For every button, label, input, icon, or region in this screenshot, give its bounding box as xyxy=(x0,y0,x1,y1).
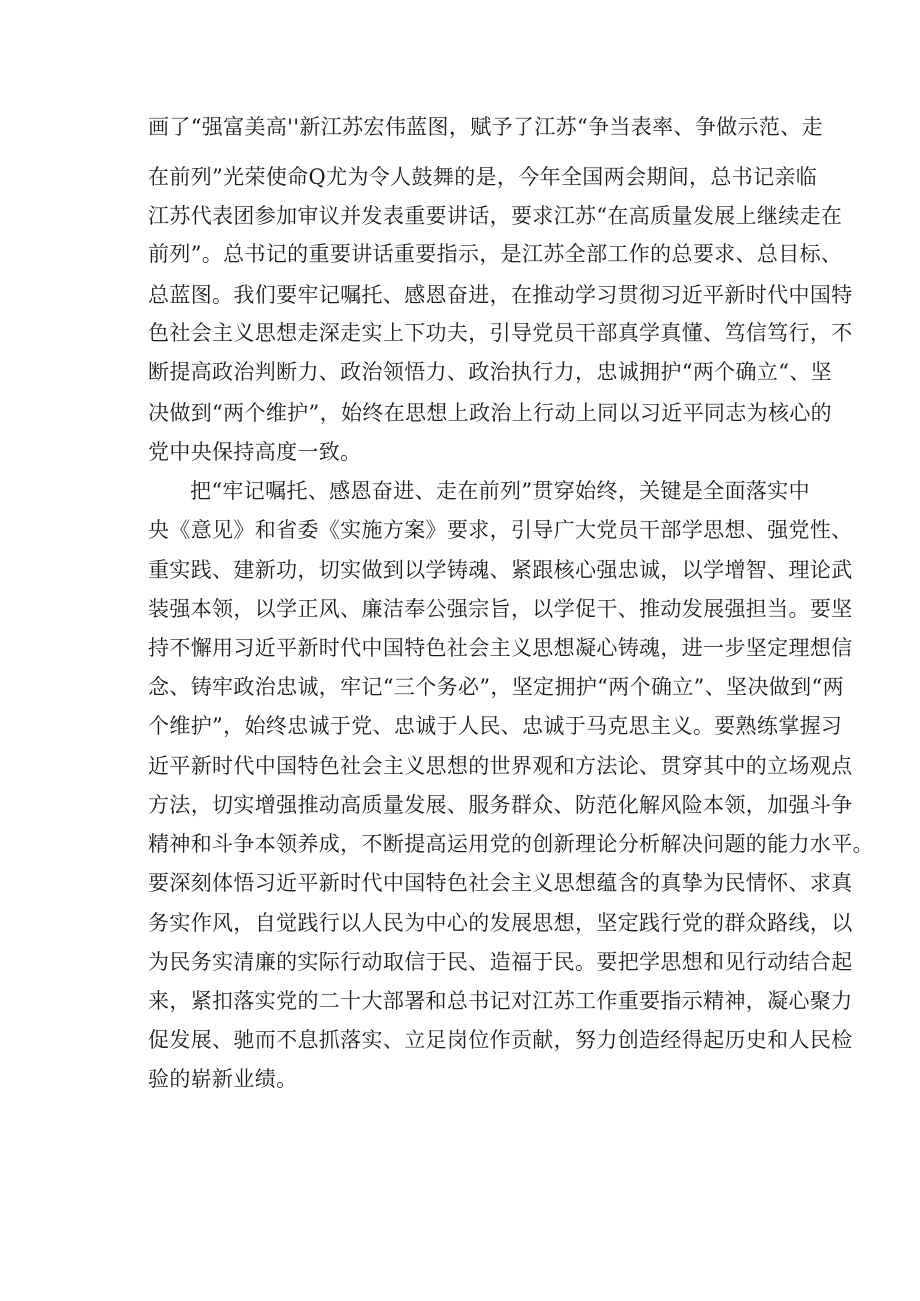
paragraph-line: 个维护”，始终忠诚于党、忠诚于人民、忠诚于马克思主义。要熟练掌握习 xyxy=(148,714,843,738)
paragraph-line: 前列”。总书记的重要讲话重要指示，是江苏全部工作的总要求、总目标、 xyxy=(148,242,843,266)
paragraph-line: 决做到“两个维护”，始终在思想上政治上行动上同以习近平同志为核心的 xyxy=(148,401,833,425)
paragraph-line: 方法，切实增强推动高质量发展、服务群众、防范化解风险本领，加强斗争 xyxy=(148,793,853,817)
paragraph-line: 装强本领，以学正风、廉洁奉公强宗旨，以学促干、推动发展强担当。要坚 xyxy=(148,597,853,621)
paragraph-line: 要深刻体悟习近平新时代中国特色社会主义思想蕴含的真挚为民情怀、求真 xyxy=(148,871,853,895)
paragraph-line: 把“牢记嘱托、感恩奋进、走在前列”贯穿始终，关键是全面落实中 xyxy=(190,479,810,503)
paragraph-line: 江苏代表团参加审议并发表重要讲话，要求江苏“在高质量发展上继续走在 xyxy=(148,204,843,228)
paragraph-line: 精神和斗争本领养成，不断提高运用党的创新理论分析解决问题的能力水平。 xyxy=(148,832,874,856)
paragraph-line: 画了“强富美高''新江苏宏伟蓝图，赋予了江苏“争当表率、争做示范、走 xyxy=(148,115,823,139)
paragraph-line: 重实践、建新功，切实做到以学铸魂、紧跟核心强忠诚，以学增智、理论武 xyxy=(148,558,853,582)
paragraph-line: 央《意见》和省委《实施方案》要求，引导广大党员干部学思想、强党性、 xyxy=(148,518,853,542)
paragraph-line: 念、铸牢政治忠诚，牢记“三个务必”，坚定拥护“两个确立”、坚决做到“两 xyxy=(148,675,844,699)
paragraph-line: 色社会主义思想走深走实上下功夫，引导党员干部真学真懂、笃信笃行，不 xyxy=(148,321,853,345)
paragraph-line: 来，紧扣落实党的二十大部署和总书记对江苏工作重要指示精神，凝心聚力 xyxy=(148,989,853,1013)
paragraph-line: 总蓝图。我们要牢记嘱托、感恩奋进，在推动学习贯彻习近平新时代中国特 xyxy=(148,283,853,307)
paragraph-line: 近平新时代中国特色社会主义思想的世界观和方法论、贯穿其中的立场观点 xyxy=(148,754,853,778)
paragraph-line: 务实作风，自觉践行以人民为中心的发展思想，坚定践行党的群众路线，以 xyxy=(148,911,853,935)
paragraph-line: 在前列”光荣使命Q尤为令人鼓舞的是，今年全国两会期间，总书记亲临 xyxy=(148,165,818,189)
paragraph-line: 断提高政治判断力、政治领悟力、政治执行力，忠诚拥护“两个确立“、坚 xyxy=(148,360,833,384)
paragraph-line: 为民务实清廉的实际行动取信于民、造福于民。要把学思想和见行动结合起 xyxy=(148,950,853,974)
paragraph-line: 验的崭新业绩。 xyxy=(148,1067,298,1091)
paragraph-line: 持不懈用习近平新时代中国特色社会主义思想凝心铸魂，进一步坚定理想信 xyxy=(148,636,853,660)
paragraph-line: 党中央保持高度一致。 xyxy=(148,440,362,464)
paragraph-line: 促发展、驰而不息抓落实、立足岗位作贡献，努力创造经得起历史和人民检 xyxy=(148,1028,853,1052)
